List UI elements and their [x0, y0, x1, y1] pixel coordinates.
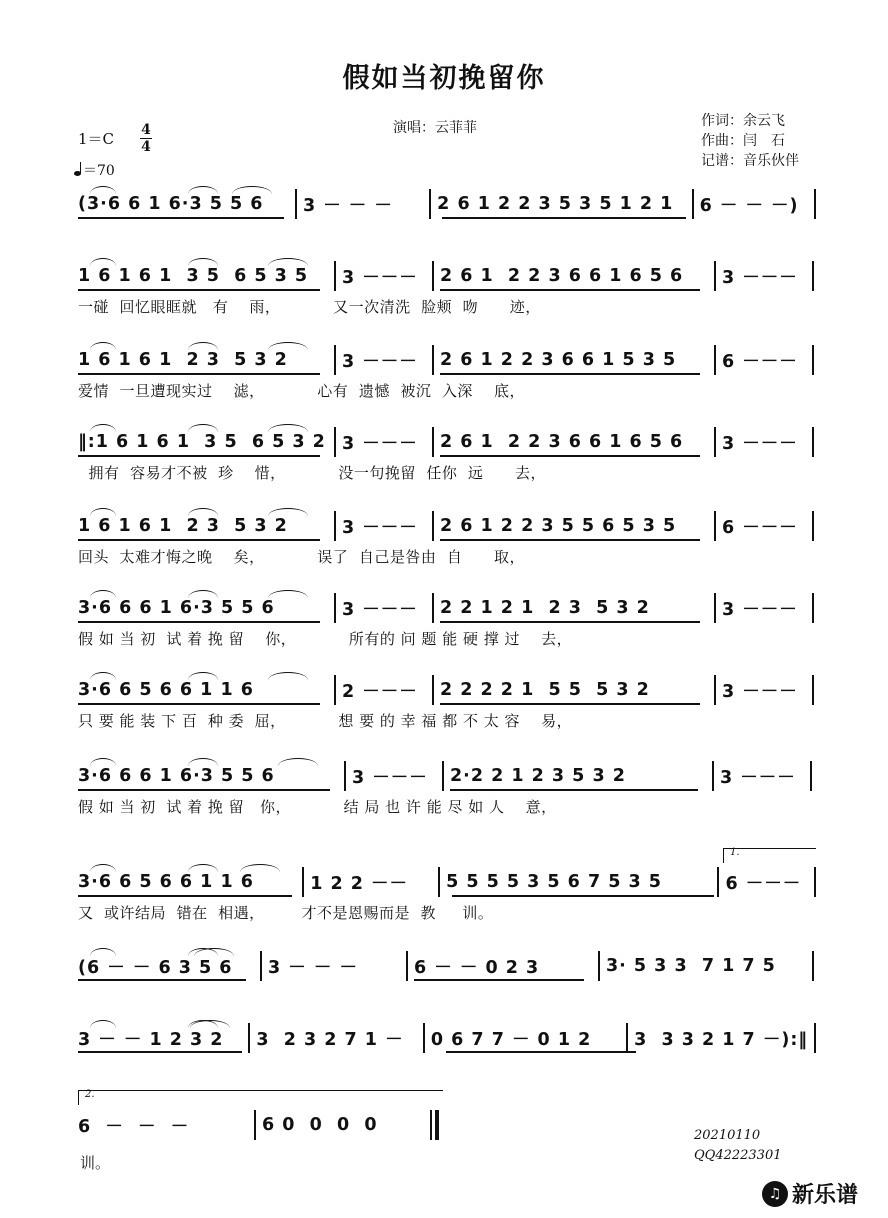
notes-row: [78, 262, 822, 290]
beam-line: [440, 373, 700, 375]
score-line-5: [78, 512, 822, 572]
lyric-line: 假 如 当 初 试 着 挽 留 你， 结 局 也 许 能 尽 如 人 意，: [78, 798, 557, 816]
barline: [432, 261, 434, 291]
page-title: 假如当初挽留你: [342, 63, 546, 94]
final-measure-2: 6 0 0 0 0: [262, 1115, 378, 1135]
barline: [406, 951, 408, 981]
beam-line: [440, 289, 700, 291]
slur-arc: [90, 672, 116, 680]
measure: 2·2 2 1 2 3 5 3 2: [450, 766, 626, 786]
first-ending-label: 1.: [730, 847, 740, 858]
notes-row: [78, 190, 822, 218]
measure: 1 2 2 －－: [310, 873, 409, 894]
barline: [432, 675, 434, 705]
notes-row: [78, 512, 822, 540]
measure: 6 －－－: [722, 351, 798, 372]
slur-arc: [188, 758, 218, 766]
barline: [260, 951, 262, 981]
notes-row: [78, 1024, 822, 1052]
slur-arc: [90, 864, 116, 872]
measure: 3 －－－: [352, 767, 428, 788]
barline: [432, 593, 434, 623]
slur-arc: [188, 590, 218, 598]
singer: 演唱：云菲菲: [393, 120, 477, 136]
measure: 3· 5 3 3 7 1 7 5: [606, 956, 776, 976]
score-line-9: [78, 868, 822, 928]
beam-line: [440, 703, 700, 705]
notes-row: [78, 676, 822, 704]
barline: [714, 511, 716, 541]
measure: 3·6 6 6 1 6·3 5 5 6: [78, 598, 275, 618]
slur-arc: [188, 508, 218, 516]
lyric-line: 假 如 当 初 试 着 挽 留 你， 所有的 问 题 能 硬 撑 过 去，: [78, 630, 573, 648]
score-line-6: [78, 594, 822, 654]
slur-arc: [190, 1020, 230, 1028]
beam-line: [452, 895, 714, 897]
barline: [334, 675, 336, 705]
barline: [442, 761, 444, 791]
slur-arc: [90, 342, 116, 350]
measure: 2 6 1 2 2 3 6 6 1 6 5 6: [440, 432, 684, 452]
measure: 6 － － 0 2 3: [414, 957, 540, 978]
barline: [302, 867, 304, 897]
barline: [812, 951, 814, 981]
slur-arc: [268, 342, 308, 350]
barline: [812, 261, 814, 291]
notes-row: [78, 346, 822, 374]
composer: 作曲：闫 石: [701, 133, 785, 149]
notes-row: [78, 428, 822, 456]
first-ending-bracket: [723, 848, 816, 863]
music-disc-icon: ♫: [762, 1181, 788, 1207]
beam-line: [414, 979, 584, 981]
score-line-3: [78, 346, 822, 406]
site-logo: [762, 1178, 858, 1209]
beam-line: [440, 455, 700, 457]
slur-arc: [268, 258, 308, 266]
barline: [334, 345, 336, 375]
measure: 3 －－－: [342, 351, 418, 372]
slur-arc: [188, 424, 218, 432]
lyric-line: 又 或许结局 错在 相遇， 才不是恩赐而是 教 训。: [78, 904, 494, 922]
measure: 2 6 1 2 2 3 5 3 5 1 2 1: [437, 194, 674, 214]
measure: 3 3 3 2 1 7 －):‖: [634, 1029, 809, 1050]
transcriber: 记谱：音乐伙伴: [701, 153, 799, 169]
measure: 3 －－－: [722, 599, 798, 620]
slur-arc: [188, 186, 218, 194]
measure: 3·6 6 5 6 6 1 1 6: [78, 680, 254, 700]
score-line-8: [78, 762, 822, 822]
slur-arc: [90, 424, 116, 432]
slur-arc: [278, 758, 318, 766]
beam-line: [78, 289, 320, 291]
barline: [812, 511, 814, 541]
lyricist: 作词：余云飞: [701, 113, 785, 129]
lyric-line: 爱情 一旦遭现实过 滤， 心有 遗憾 被沉 入深 底，: [78, 382, 525, 400]
qq-number: QQ42223301: [694, 1148, 782, 1163]
barline: [814, 189, 816, 219]
beam-line: [442, 217, 686, 219]
beam-line: [450, 789, 698, 791]
beam-line: [78, 789, 330, 791]
measure: 1 6 1 6 1 3 5 6 5 3 5: [78, 266, 309, 286]
slur-arc: [268, 672, 308, 680]
barline: [814, 867, 816, 897]
slur-arc: [268, 508, 308, 516]
measure: 0 6 7 7 － 0 1 2: [430, 1029, 592, 1050]
slur-arc: [90, 508, 116, 516]
measure: 3 － － －: [268, 957, 358, 978]
measure: 2 6 1 2 2 3 6 6 1 5 3 5: [440, 350, 677, 370]
measure: 2 2 2 2 1 5 5 5 3 2: [440, 680, 650, 700]
measure: 6 －－－: [722, 517, 798, 538]
measure: (3·6 6 1 6·3 5 5 6: [78, 194, 264, 214]
barline: [714, 675, 716, 705]
barline: [714, 593, 716, 623]
beam-line: [78, 895, 292, 897]
final-lyric: 训。: [80, 1154, 111, 1172]
measure: 6 －－－: [725, 873, 802, 894]
measure: 3 －－－: [342, 433, 418, 454]
barline: [432, 427, 434, 457]
time-bottom: 4: [141, 139, 151, 155]
slur-arc: [90, 186, 116, 194]
notes-row: [78, 868, 822, 896]
notes-row: [78, 762, 822, 790]
slur-arc: [268, 424, 308, 432]
barline: [714, 427, 716, 457]
barline: [334, 593, 336, 623]
measure: ‖:1 6 1 6 1 3 5 6 5 3 2: [78, 432, 326, 452]
slur-arc: [188, 672, 218, 680]
measure: 3 －－－: [722, 267, 798, 288]
barline: [717, 867, 719, 897]
measure: 3 － － －: [302, 195, 393, 216]
barline: [714, 261, 716, 291]
notes-row: [78, 594, 822, 622]
slur-arc: [232, 186, 272, 194]
final-measure-1: 6 － － －: [78, 1116, 190, 1137]
barline: [812, 345, 814, 375]
lyric-line: 只 要 能 装 下 百 种 委 屈， 想 要 的 幸 福 都 不 太 容 易，: [78, 712, 573, 730]
lyric-line: 拥有 容易才不被 珍 惜， 没一句挽留 任你 远 去，: [78, 464, 547, 482]
tempo-value: ＝70: [83, 163, 115, 179]
barline: [334, 511, 336, 541]
measure: 3 － － 1 2 3 2: [78, 1029, 224, 1050]
score-line-1: [78, 190, 822, 250]
slur-arc: [240, 864, 280, 872]
barline: [626, 1023, 628, 1053]
beam-line: [78, 1051, 242, 1053]
measure: 1 6 1 6 1 2 3 5 3 2: [78, 516, 288, 536]
slur-arc: [188, 258, 218, 266]
barline: [810, 761, 812, 791]
beam-line: [78, 373, 320, 375]
measure: 2 6 1 2 2 3 6 6 1 6 5 6: [440, 266, 684, 286]
slur-arc: [90, 258, 116, 266]
barline: [438, 867, 440, 897]
slur-arc: [194, 948, 234, 956]
date: 20210110: [694, 1128, 761, 1143]
slur-arc: [90, 948, 116, 956]
measure: 3 2 3 2 7 1 －: [256, 1029, 404, 1050]
measure: 3·6 6 6 1 6·3 5 5 6: [78, 766, 275, 786]
score-line-10: [78, 952, 822, 1012]
measure: 3 －－－: [342, 267, 418, 288]
slur-arc: [188, 864, 218, 872]
quarter-note-icon: [74, 171, 81, 176]
score-line-7: [78, 676, 822, 736]
lyric-line: 一碰 回忆眼眶就 有 雨， 又一次清洗 脸颊 吻 迹，: [78, 298, 541, 316]
barline: [248, 1023, 250, 1053]
measure: 6 － － －): [699, 195, 799, 216]
time-top: 4: [141, 122, 151, 138]
second-ending-label: 2.: [85, 1089, 95, 1100]
beam-line: [440, 621, 700, 623]
barline: [714, 345, 716, 375]
beam-line: [78, 217, 284, 219]
barline: [432, 345, 434, 375]
beam-line: [440, 539, 700, 541]
score-line-11: [78, 1024, 822, 1084]
score-line-4: [78, 428, 822, 488]
barline: [812, 593, 814, 623]
barline: [812, 675, 814, 705]
lyric-line: 回头 太难才悔之晚 矣， 误了 自己是咎由 自 取，: [78, 548, 525, 566]
logo-text: 新乐谱: [792, 1183, 859, 1208]
measure: 3 －－－: [342, 517, 418, 538]
barline: [295, 189, 297, 219]
slur-arc: [90, 590, 116, 598]
final-barline-thin: [430, 1110, 432, 1140]
barline: [712, 761, 714, 791]
measure: 3·6 6 5 6 6 1 1 6: [78, 872, 254, 892]
barline: [423, 1023, 425, 1053]
tempo: [74, 160, 115, 180]
measure: 3 －－－: [722, 681, 798, 702]
measure: 3 －－－: [342, 599, 418, 620]
key-signature: 1＝C: [78, 130, 115, 148]
measure: 1 6 1 6 1 2 3 5 3 2: [78, 350, 288, 370]
barline: [429, 189, 431, 219]
beam-line: [78, 539, 320, 541]
beam-line: [446, 1051, 636, 1053]
final-barline-thick: [435, 1110, 439, 1140]
beam-line: [78, 979, 246, 981]
notes-row: [78, 952, 822, 980]
barline: [598, 951, 600, 981]
barline: [814, 1023, 816, 1053]
barline: [432, 511, 434, 541]
beam-line: [78, 621, 320, 623]
measure: (6 － － 6 3 5 6: [78, 957, 233, 978]
beam-line: [78, 703, 320, 705]
measure: 3 －－－: [722, 433, 798, 454]
barline: [692, 189, 694, 219]
score-line-2: [78, 262, 822, 322]
measure: 2 2 1 2 1 2 3 5 3 2: [440, 598, 650, 618]
slur-arc: [90, 758, 116, 766]
barline: [812, 427, 814, 457]
measure: 2 －－－: [342, 681, 418, 702]
barline: [334, 427, 336, 457]
beam-line: [78, 455, 320, 457]
slur-arc: [188, 342, 218, 350]
measure: 2 6 1 2 2 3 5 5 6 5 3 5: [440, 516, 677, 536]
slur-arc: [90, 1020, 116, 1028]
final-line: [78, 1110, 448, 1140]
time-signature: [140, 122, 152, 155]
barline: [334, 261, 336, 291]
second-ending-bracket: [78, 1090, 443, 1105]
slur-arc: [268, 590, 308, 598]
measure: 5 5 5 5 3 5 6 7 5 3 5: [446, 872, 662, 892]
barline: [344, 761, 346, 791]
barline: [254, 1110, 256, 1140]
measure: 3 －－－: [720, 767, 796, 788]
